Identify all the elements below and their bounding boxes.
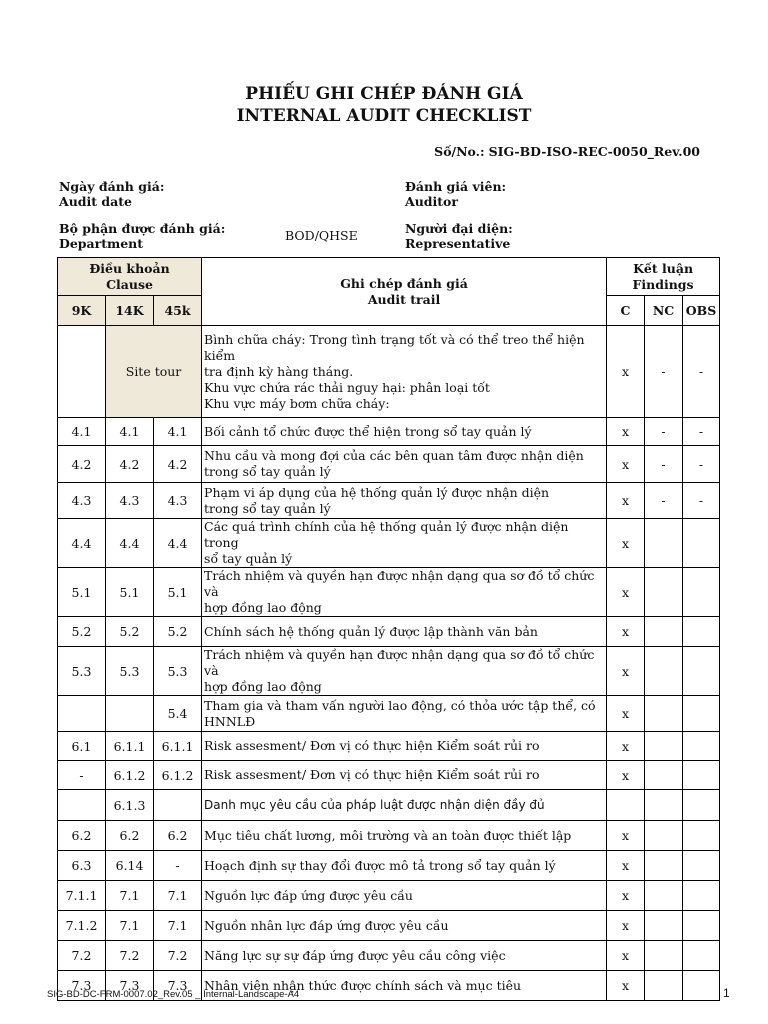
clause-45k-header: 45k bbox=[154, 296, 202, 326]
audit-trail-header-vi: Ghi chép đánh giá bbox=[340, 275, 468, 291]
clause-14k-header: 14K bbox=[106, 296, 154, 326]
audit-trail-line: Phạm vi áp dụng của hệ thống quản lý được nhận diện bbox=[204, 484, 550, 500]
table-row bbox=[58, 696, 720, 732]
audit-trail-line: Nguồn nhân lực đáp ứng được yêu cầu bbox=[204, 917, 449, 933]
finding-c-cell: x bbox=[607, 696, 645, 732]
clause-45k-cell bbox=[154, 790, 202, 821]
audit-trail-line: Chính sách hệ thống quản lý được lập thành văn bản bbox=[204, 623, 538, 639]
finding-obs-cell bbox=[683, 732, 720, 761]
table-row bbox=[58, 519, 720, 568]
clause-45k-cell: 4.3 bbox=[154, 483, 202, 519]
clause-9k-cell: 5.3 bbox=[58, 647, 106, 696]
table-header-row bbox=[58, 258, 720, 296]
finding-c-cell: x bbox=[607, 617, 645, 647]
audit-trail-cell bbox=[202, 617, 607, 647]
clause-9k-cell: 7.2 bbox=[58, 941, 106, 971]
clause-9k-cell: 4.3 bbox=[58, 483, 106, 519]
table-row bbox=[58, 418, 720, 446]
clause-45k-cell: 5.4 bbox=[154, 696, 202, 732]
finding-nc-cell bbox=[645, 617, 683, 647]
audit-trail-line: Nhu cầu và mong đợi của các bên quan tâm được nhận diện bbox=[204, 448, 584, 463]
clause-14k-cell: 5.3 bbox=[106, 647, 154, 696]
site-tour-label bbox=[106, 326, 202, 418]
clause-14k-cell: 4.3 bbox=[106, 483, 154, 519]
clause-14k-cell: 4.1 bbox=[106, 418, 154, 446]
clause-45k-cell: 7.2 bbox=[154, 941, 202, 971]
clause-9k-cell: 4.4 bbox=[58, 519, 106, 568]
audit-trail-line: Trách nhiệm và quyền hạn được nhận dạng qua sơ đồ tổ chức và bbox=[204, 647, 595, 678]
clause-9k-cell: 7.3 bbox=[58, 971, 106, 1001]
finding-obs-cell bbox=[683, 881, 720, 911]
clause-9k-cell: 5.2 bbox=[58, 617, 106, 647]
audit-checklist-table bbox=[57, 257, 720, 1001]
audit-trail-line: Tham gia và tham vấn người lao động, có thỏa ước tập thể, có bbox=[204, 697, 596, 713]
finding-obs-cell bbox=[683, 821, 720, 851]
audit-trail-line: Mục tiêu chất lương, môi trường và an toàn được thiết lập bbox=[204, 827, 572, 843]
table-row bbox=[58, 732, 720, 761]
clause-14k-cell: 7.3 bbox=[106, 971, 154, 1001]
department-label-en: Department bbox=[59, 236, 144, 251]
table-row bbox=[58, 790, 720, 821]
finding-obs-cell: - bbox=[683, 483, 720, 519]
site-tour-line: Khu vực máy bơm chữa cháy: bbox=[204, 395, 390, 411]
audit-trail-line: HNNLĐ bbox=[204, 713, 256, 729]
audit-trail-line: trong sổ tay quản lý bbox=[204, 464, 331, 479]
finding-obs-cell bbox=[683, 696, 720, 732]
table-row bbox=[58, 821, 720, 851]
finding-obs-cell: - bbox=[683, 446, 720, 483]
audit-trail-line: hợp đồng lao động bbox=[204, 600, 322, 615]
audit-trail-cell bbox=[202, 911, 607, 941]
findings-header bbox=[607, 258, 720, 296]
clause-45k-cell: 4.2 bbox=[154, 446, 202, 483]
finding-c-cell: x bbox=[607, 851, 645, 881]
finding-obs-cell bbox=[683, 971, 720, 1001]
audit-trail-cell bbox=[202, 941, 607, 971]
audit-trail-line: hợp đồng lao động bbox=[204, 679, 322, 694]
audit-trail-cell bbox=[202, 519, 607, 568]
clause-45k-cell: 5.2 bbox=[154, 617, 202, 647]
audit-date-label-vi: Ngày đánh giá: bbox=[59, 179, 165, 194]
clause-14k-cell: 4.2 bbox=[106, 446, 154, 483]
representative-field bbox=[405, 221, 513, 251]
findings-obs-header: OBS bbox=[683, 296, 720, 326]
clause-45k-cell: 7.3 bbox=[154, 971, 202, 1001]
finding-c-cell: x bbox=[607, 821, 645, 851]
auditor-label-en: Auditor bbox=[405, 194, 458, 209]
finding-nc-cell: - bbox=[645, 446, 683, 483]
finding-c-cell: x bbox=[607, 519, 645, 568]
audit-trail-line: Nhân viên nhận thức được chính sách và mục tiêu bbox=[204, 977, 522, 993]
audit-trail-line: Risk assesment/ Đơn vị có thực hiện Kiểm soát rủi ro bbox=[204, 767, 540, 782]
finding-nc-cell bbox=[645, 761, 683, 790]
clause-14k-cell: 4.4 bbox=[106, 519, 154, 568]
clause-9k-cell: 7.1.1 bbox=[58, 881, 106, 911]
table-row bbox=[58, 881, 720, 911]
clause-9k-cell: 5.1 bbox=[58, 568, 106, 617]
auditor-label-vi: Đánh giá viên: bbox=[405, 179, 507, 194]
department-field bbox=[59, 221, 225, 251]
clause-9k-cell: 7.1.2 bbox=[58, 911, 106, 941]
audit-trail-line: Risk assesment/ Đơn vị có thực hiện Kiểm soát rủi ro bbox=[204, 738, 540, 753]
audit-trail-line: trong sổ tay quản lý bbox=[204, 500, 331, 516]
site-tour-c: x bbox=[607, 326, 645, 418]
department-value: BOD/QHSE bbox=[285, 228, 358, 243]
site-tour-nc: - bbox=[645, 326, 683, 418]
finding-obs-cell: - bbox=[683, 418, 720, 446]
clause-14k-cell: 7.1 bbox=[106, 881, 154, 911]
table-row bbox=[58, 761, 720, 790]
audit-trail-cell bbox=[202, 851, 607, 881]
finding-nc-cell bbox=[645, 941, 683, 971]
finding-obs-cell bbox=[683, 761, 720, 790]
clause-45k-cell: - bbox=[154, 851, 202, 881]
clause-14k-cell: 5.1 bbox=[106, 568, 154, 617]
audit-trail-cell bbox=[202, 881, 607, 911]
clause-14k-cell: 6.1.3 bbox=[106, 790, 154, 821]
clause-14k-cell: 7.1 bbox=[106, 911, 154, 941]
clause-header bbox=[58, 258, 202, 296]
audit-trail-cell bbox=[202, 483, 607, 519]
clause-45k-cell: 4.4 bbox=[154, 519, 202, 568]
audit-trail-line: Nguồn lực đáp ứng được yêu cầu bbox=[204, 887, 413, 903]
audit-trail-line: Các quá trình chính của hệ thống quản lý được nhận diện trong bbox=[204, 519, 569, 550]
finding-c-cell: x bbox=[607, 941, 645, 971]
clause-header-vi: Điều khoản bbox=[89, 260, 170, 276]
audit-trail-cell bbox=[202, 418, 607, 446]
table-row bbox=[58, 911, 720, 941]
clause-45k-cell: 4.1 bbox=[154, 418, 202, 446]
document-number-value: SIG-BD-ISO-REC-0050_Rev.00 bbox=[488, 144, 700, 159]
finding-c-cell: x bbox=[607, 971, 645, 1001]
finding-c-cell: x bbox=[607, 881, 645, 911]
clause-9k-cell bbox=[58, 696, 106, 732]
finding-obs-cell bbox=[683, 617, 720, 647]
finding-c-cell: x bbox=[607, 446, 645, 483]
finding-c-cell: x bbox=[607, 647, 645, 696]
audit-trail-line: sổ tay quản lý bbox=[204, 551, 293, 566]
finding-nc-cell: - bbox=[645, 483, 683, 519]
finding-nc-cell bbox=[645, 647, 683, 696]
clause-45k-cell: 5.1 bbox=[154, 568, 202, 617]
table-row bbox=[58, 483, 720, 519]
clause-14k-cell bbox=[106, 696, 154, 732]
finding-nc-cell: - bbox=[645, 418, 683, 446]
clause-14k-cell: 5.2 bbox=[106, 617, 154, 647]
page-number: 1 bbox=[723, 986, 730, 1000]
audit-trail-line: Năng lực sự sự đáp ứng được yêu cầu công việc bbox=[204, 947, 506, 963]
finding-nc-cell bbox=[645, 821, 683, 851]
audit-trail-line: Danh mục yêu cầu của pháp luật được nhận diện đầy đủ bbox=[204, 798, 545, 812]
finding-c-cell: x bbox=[607, 483, 645, 519]
site-tour-obs: - bbox=[683, 326, 720, 418]
clause-14k-cell: 7.2 bbox=[106, 941, 154, 971]
finding-nc-cell bbox=[645, 696, 683, 732]
findings-nc-header: NC bbox=[645, 296, 683, 326]
clause-9k-cell: 6.1 bbox=[58, 732, 106, 761]
audit-trail-line: Trách nhiệm và quyền hạn được nhận dạng qua sơ đồ tổ chức và bbox=[204, 568, 595, 599]
title-english: INTERNAL AUDIT CHECKLIST bbox=[236, 106, 532, 126]
audit-trail-cell bbox=[202, 821, 607, 851]
table-row bbox=[58, 568, 720, 617]
audit-trail-header-en: Audit trail bbox=[367, 291, 441, 307]
site-tour-9k-cell bbox=[58, 326, 106, 418]
finding-obs-cell bbox=[683, 851, 720, 881]
site-tour-line: tra định kỳ hàng tháng. bbox=[204, 363, 354, 379]
finding-obs-cell bbox=[683, 941, 720, 971]
document-number-label: Số/No.: bbox=[434, 144, 485, 159]
department-label-vi: Bộ phận được đánh giá: bbox=[59, 221, 226, 236]
audit-date-label-en: Audit date bbox=[59, 194, 132, 209]
clause-45k-cell: 5.3 bbox=[154, 647, 202, 696]
finding-c-cell: x bbox=[607, 568, 645, 617]
site-tour-row bbox=[58, 326, 720, 418]
table-row bbox=[58, 851, 720, 881]
clause-45k-cell: 6.1.1 bbox=[154, 732, 202, 761]
findings-c-header: C bbox=[607, 296, 645, 326]
clause-14k-cell: 6.1.2 bbox=[106, 761, 154, 790]
representative-label-en: Representative bbox=[405, 236, 511, 251]
clause-9k-cell: 6.2 bbox=[58, 821, 106, 851]
representative-label-vi: Người đại diện: bbox=[405, 221, 513, 236]
finding-nc-cell bbox=[645, 732, 683, 761]
audit-trail-cell bbox=[202, 732, 607, 761]
audit-trail-cell bbox=[202, 790, 607, 821]
finding-obs-cell bbox=[683, 790, 720, 821]
audit-trail-line: Bối cảnh tổ chức được thể hiện trong sổ tay quản lý bbox=[204, 423, 532, 439]
findings-header-en: Findings bbox=[632, 276, 694, 292]
audit-date-field bbox=[59, 179, 164, 209]
finding-nc-cell bbox=[645, 851, 683, 881]
finding-c-cell bbox=[607, 790, 645, 821]
finding-obs-cell bbox=[683, 911, 720, 941]
title-vietnamese: PHIẾU GHI CHÉP ĐÁNH GIÁ bbox=[245, 84, 523, 104]
finding-nc-cell bbox=[645, 790, 683, 821]
audit-trail-line: Hoạch định sự thay đổi được mô tả trong sổ tay quản lý bbox=[204, 857, 556, 873]
clause-9k-cell: 6.3 bbox=[58, 851, 106, 881]
audit-trail-cell bbox=[202, 761, 607, 790]
site-tour-trail bbox=[202, 326, 607, 418]
audit-trail-cell bbox=[202, 696, 607, 732]
audit-trail-header bbox=[202, 258, 607, 326]
clause-14k-cell: 6.14 bbox=[106, 851, 154, 881]
site-tour-line: Khu vực chứa rác thải nguy hại: phân loại tốt bbox=[204, 379, 490, 395]
table-row bbox=[58, 446, 720, 483]
findings-header-vi: Kết luận bbox=[633, 260, 694, 276]
footer-form-code: SIG-BD-DC-FRM-0007.02_Rev.05 _ Internal-Landscape-A4 bbox=[47, 989, 300, 1000]
finding-obs-cell bbox=[683, 568, 720, 617]
clause-14k-cell: 6.2 bbox=[106, 821, 154, 851]
clause-header-en: Clause bbox=[106, 276, 153, 292]
clause-9k-cell bbox=[58, 790, 106, 821]
clause-9k-cell: 4.1 bbox=[58, 418, 106, 446]
finding-nc-cell bbox=[645, 971, 683, 1001]
audit-trail-cell bbox=[202, 647, 607, 696]
finding-nc-cell bbox=[645, 881, 683, 911]
finding-nc-cell bbox=[645, 568, 683, 617]
finding-nc-cell bbox=[645, 519, 683, 568]
clause-45k-cell: 7.1 bbox=[154, 881, 202, 911]
site-tour-label-text: Site tour bbox=[125, 364, 182, 379]
finding-nc-cell bbox=[645, 911, 683, 941]
finding-obs-cell bbox=[683, 647, 720, 696]
audit-trail-cell bbox=[202, 446, 607, 483]
audit-trail-cell bbox=[202, 568, 607, 617]
finding-c-cell: x bbox=[607, 732, 645, 761]
table-row bbox=[58, 941, 720, 971]
clause-14k-cell: 6.1.1 bbox=[106, 732, 154, 761]
finding-c-cell: x bbox=[607, 418, 645, 446]
finding-c-cell: x bbox=[607, 761, 645, 790]
table-row bbox=[58, 617, 720, 647]
clause-9k-header: 9K bbox=[58, 296, 106, 326]
finding-obs-cell bbox=[683, 519, 720, 568]
clause-45k-cell: 7.1 bbox=[154, 911, 202, 941]
clause-45k-cell: 6.2 bbox=[154, 821, 202, 851]
document-number bbox=[434, 144, 700, 159]
auditor-field bbox=[405, 179, 506, 209]
finding-c-cell: x bbox=[607, 911, 645, 941]
clause-9k-cell: - bbox=[58, 761, 106, 790]
clause-45k-cell: 6.1.2 bbox=[154, 761, 202, 790]
clause-9k-cell: 4.2 bbox=[58, 446, 106, 483]
site-tour-line: Bình chữa cháy: Trong tình trạng tốt và có thể treo thể hiện kiểm bbox=[204, 331, 585, 363]
table-row bbox=[58, 647, 720, 696]
